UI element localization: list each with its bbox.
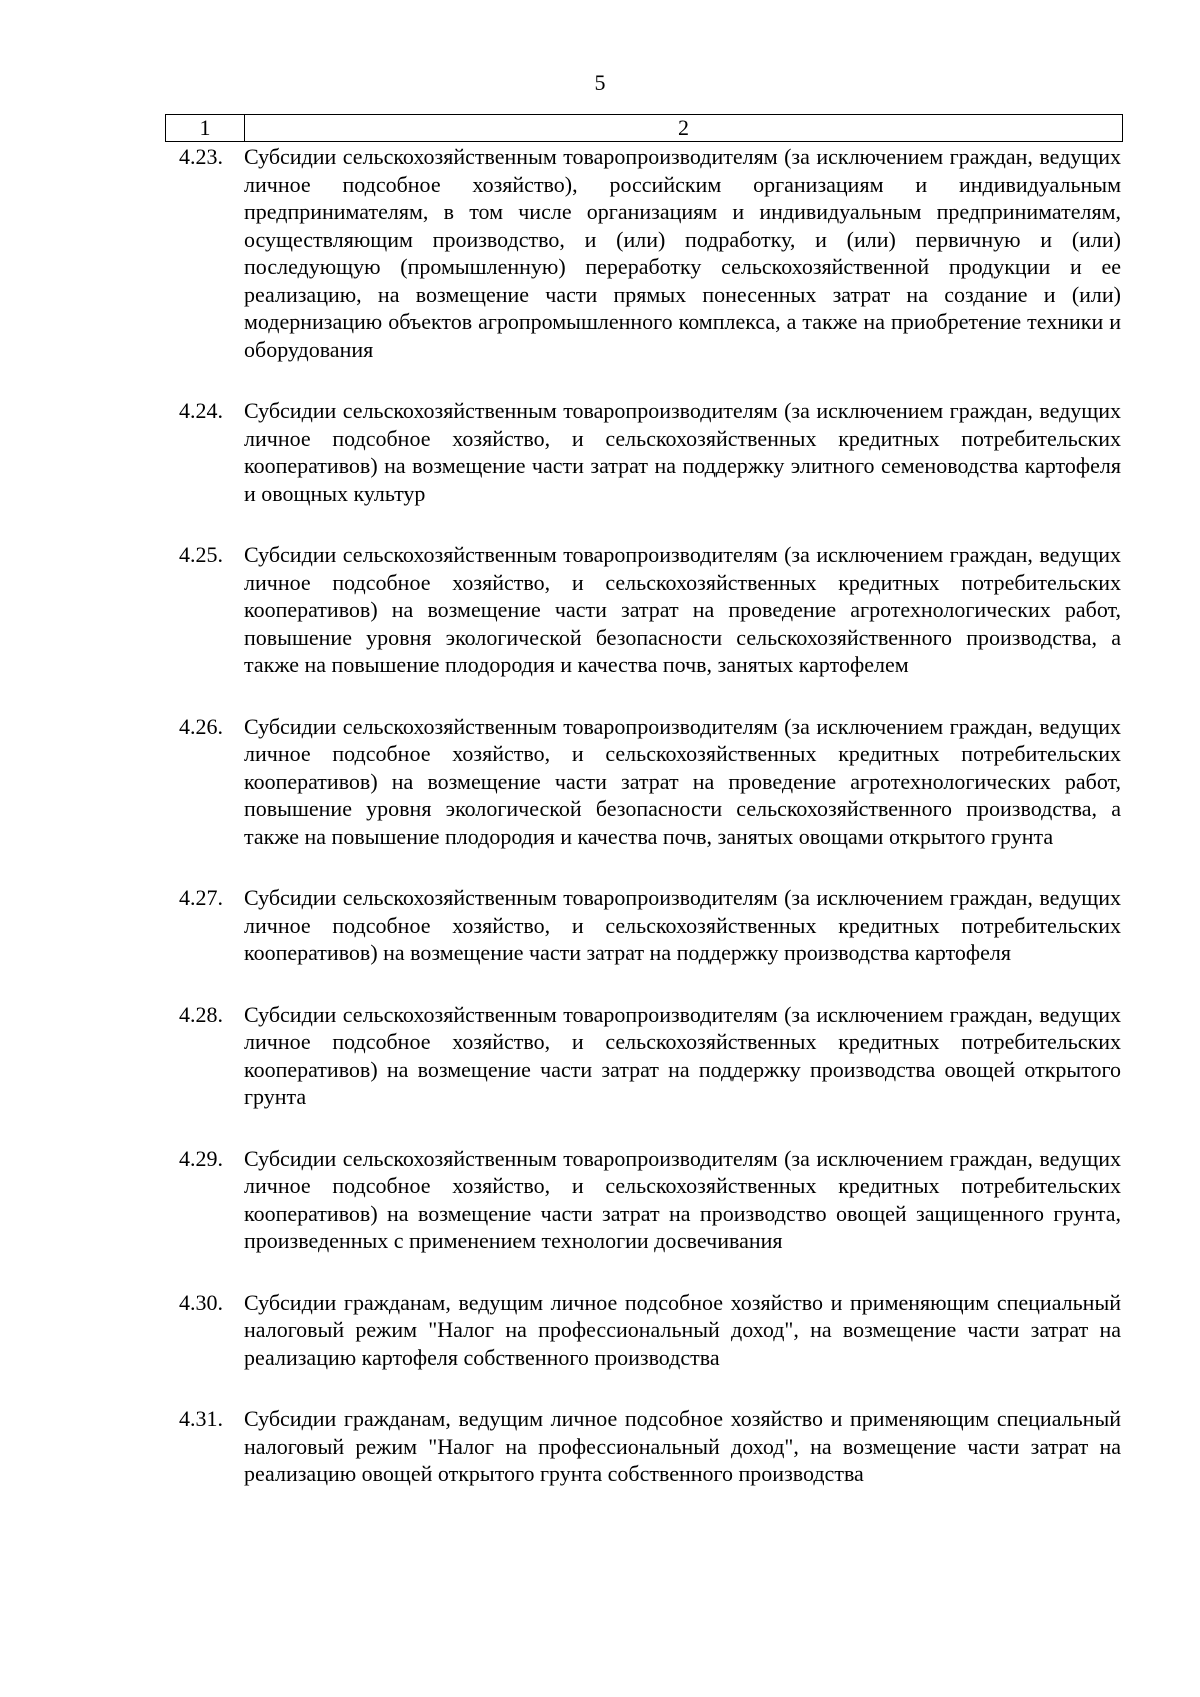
entry-text: Субсидии сельскохозяйственным товаропроизводителям (за исключением граждан, ведущих личное подсобное хозяйство, и сельскохозяйственных кредитных потребительских кооперативов) на возмещение части затрат на проведение агротехнологических работ, повышение уровня экологической безопасности сельскохозяйственного производства, а также на повышение плодородия и качества почв, занятых овощами открытого грунта bbox=[244, 713, 1121, 849]
entry-number: 4.26. bbox=[179, 713, 223, 739]
entry-text: Субсидии сельскохозяйственным товаропроизводителям (за исключением граждан, ведущих личное подсобное хозяйство, и сельскохозяйственных кредитных потребительских кооперативов) на возмещение части затрат на проведение агротехнологических работ, повышение уровня экологической безопасности сельскохозяйственного производства, а также на повышение плодородия и качества почв, занятых картофелем bbox=[244, 542, 1121, 677]
entry-number: 4.31. bbox=[179, 1406, 223, 1431]
table-header-col1: 1 bbox=[166, 115, 245, 141]
entry-text: Субсидии гражданам, ведущим личное подсобное хозяйство и применяющим специальный налоговый режим "Налог на профессиональный доход", на возмещение части затрат на реализацию овощей открытого грунта собственного производства bbox=[244, 1406, 1121, 1486]
table-row bbox=[165, 143, 1123, 363]
table-row bbox=[165, 1145, 1123, 1255]
table-row bbox=[165, 713, 1123, 851]
table-row bbox=[165, 884, 1123, 967]
entry-text: Субсидии сельскохозяйственным товаропроизводителям (за исключением граждан, ведущих личное подсобное хозяйство, и сельскохозяйственных кредитных потребительских кооперативов) на возмещение части затрат на производство овощей защищенного грунта, произведенных с применением технологии досвечивания bbox=[244, 1145, 1121, 1253]
table-row bbox=[165, 1001, 1123, 1111]
entries-list bbox=[165, 143, 1123, 1522]
entry-number: 4.27. bbox=[179, 885, 223, 910]
table-header-col2: 2 bbox=[678, 115, 689, 140]
entry-text: Субсидии сельскохозяйственным товаропроизводителям (за исключением граждан, ведущих личное подсобное хозяйство, и сельскохозяйственных кредитных потребительских кооперативов) на возмещение части затрат на поддержку элитного семеноводства картофеля и овощных культур bbox=[244, 398, 1121, 506]
table-row bbox=[165, 397, 1123, 507]
page-number: 5 bbox=[594, 70, 606, 95]
table-row bbox=[165, 1289, 1123, 1372]
entry-number: 4.24. bbox=[179, 398, 223, 423]
entry-text: Субсидии сельскохозяйственным товаропроизводителям (за исключением граждан, ведущих личное подсобное хозяйство, и сельскохозяйственных кредитных потребительских кооперативов) на возмещение части затрат на поддержку производства картофеля bbox=[244, 885, 1121, 965]
table-header-row bbox=[165, 114, 1123, 142]
entry-number: 4.28. bbox=[179, 1001, 223, 1027]
entry-text: Субсидии сельскохозяйственным товаропроизводителям (за исключением граждан, ведущих личное подсобное хозяйство), российским организациям и индивидуальным предпринимателям, в том числе организациям и индивидуальным предпринимателям, осуществляющим производство, и (или) подработку, и (или) первичную и (или) последующую (промышленную) переработку сельскохозяйственной продукции и ее реализацию, на возмещение части прямых понесенных затрат на создание и (или) модернизацию объектов агропромышленного комплекса, а также на приобретение техники и оборудования bbox=[244, 144, 1121, 362]
entry-number: 4.29. bbox=[179, 1145, 223, 1171]
entry-text: Субсидии гражданам, ведущим личное подсобное хозяйство и применяющим специальный налоговый режим "Налог на профессиональный доход", на возмещение части затрат на реализацию картофеля собственного производства bbox=[244, 1289, 1121, 1370]
entry-number: 4.30. bbox=[179, 1289, 223, 1315]
table-row bbox=[165, 1405, 1123, 1488]
table-row bbox=[165, 541, 1123, 679]
entry-number: 4.23. bbox=[179, 144, 223, 169]
entry-text: Субсидии сельскохозяйственным товаропроизводителям (за исключением граждан, ведущих личное подсобное хозяйство, и сельскохозяйственных кредитных потребительских кооперативов) на возмещение части затрат на поддержку производства овощей открытого грунта bbox=[244, 1001, 1121, 1109]
entry-number: 4.25. bbox=[179, 542, 223, 567]
